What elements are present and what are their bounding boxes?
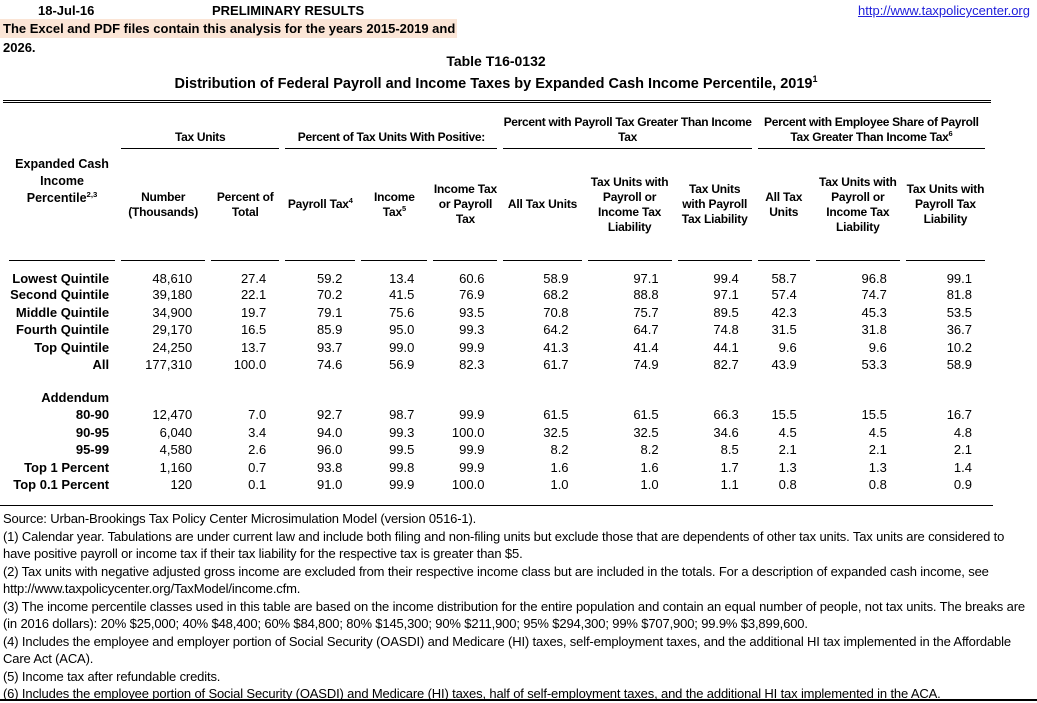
cell-value: 16.5	[240, 322, 267, 338]
cell-value: 19.7	[240, 304, 267, 320]
cell-value: 74.6	[317, 357, 343, 373]
distribution-table	[3, 100, 991, 494]
preliminary-results-label: PRELIMINARY RESULTS	[212, 3, 365, 18]
cell-value: 59.2	[317, 271, 343, 286]
cell-value: 1.0	[640, 477, 659, 493]
column-header-payroll-tax: Payroll Tax$^4$	[285, 149, 355, 261]
cell-value: 93.5	[459, 304, 485, 320]
cell-value: 61.5	[633, 407, 659, 423]
cell-value: 34.6	[713, 424, 739, 440]
cell-value: 93.7	[317, 339, 343, 355]
title-footnote-marker: 1	[812, 74, 818, 85]
cell-value: 6,040	[159, 424, 193, 440]
taxpolicycenter-link[interactable]: http://www.taxpolicycenter.org	[858, 3, 1030, 18]
cell-value: 45.3	[861, 304, 887, 320]
cell-value: 2.6	[248, 442, 267, 458]
cell-value: 82.3	[459, 357, 485, 373]
column-header-number-thousands: Number (Thousands)	[121, 149, 205, 261]
column-header-row	[9, 149, 985, 261]
cell-value: 60.6	[459, 271, 485, 286]
footnote-3: (3) The income percentile classes used in this table are based on the income distribution for the entire population and contain an equal number of people, not tax units. The breaks are (in 2016 dollars): 20% $25,000; 40% $48,400; 60% $84,800; 80% $145,300; 90% $211,900; 95% $294,300; 99% $707,900; 99.9% $3,899,600.	[3, 598, 1025, 631]
cell-value: 99.8	[389, 459, 415, 475]
cell-value: 0.8	[778, 477, 797, 493]
table-row	[9, 441, 985, 459]
cell-value: 99.9	[459, 459, 485, 475]
row-label: Second Quintile	[10, 287, 110, 303]
cell-value: 75.6	[389, 304, 415, 320]
cell-value: 12,470	[152, 407, 193, 423]
column-header-units-payroll-or-income-liability-1: Tax Units with Payroll or Income Tax Liability	[588, 149, 672, 261]
cell-value: 1.6	[640, 459, 659, 475]
cell-value: 0.8	[868, 477, 887, 493]
cell-value: 99.9	[389, 477, 415, 493]
cell-value: 70.8	[543, 304, 569, 320]
cell-value: 99.3	[389, 424, 415, 440]
cell-value: 99.0	[389, 339, 415, 355]
cell-value: 15.5	[771, 407, 797, 423]
cell-value: 27.4	[240, 271, 267, 286]
column-header-all-tax-units-2: All Tax Units	[758, 149, 810, 261]
footnote-2: (2) Tax units with negative adjusted gross income are excluded from their respective income class but are included in the totals. For a description of expanded cash income, see http://www.taxpolicycenter.org/TaxModel/income.cfm.	[3, 563, 989, 596]
cell-value: 31.8	[861, 322, 887, 338]
table-row	[9, 424, 985, 442]
stub-column-header: Expanded Cash Income Percentile$^{2,3}$	[9, 103, 115, 261]
cell-value: 93.8	[317, 459, 343, 475]
cell-value: 99.3	[459, 322, 485, 338]
cell-value: 48,610	[152, 271, 193, 286]
cell-value: 61.7	[543, 357, 569, 373]
row-label: 90-95	[75, 424, 110, 440]
cell-value: 1.3	[778, 459, 797, 475]
column-header-income-or-payroll-tax: Income Tax or Payroll Tax	[433, 149, 497, 261]
cell-value: 22.1	[240, 287, 267, 303]
cell-value: 58.7	[771, 271, 797, 286]
cell-value: 1,160	[159, 459, 193, 475]
cell-value: 9.6	[868, 339, 887, 355]
cell-value: 177,310	[145, 357, 193, 373]
cell-value: 41.4	[633, 339, 659, 355]
group-header-percent-positive: Percent of Tax Units With Positive:	[285, 103, 497, 149]
column-header-units-payroll-liability-2: Tax Units with Payroll Tax Liability	[906, 149, 985, 261]
cell-value: 82.7	[713, 357, 739, 373]
cell-value: 70.2	[317, 287, 343, 303]
cell-value: 13.4	[389, 271, 415, 286]
cell-value: 68.2	[543, 287, 569, 303]
table-title: Distribution of Federal Payroll and Income Taxes by Expanded Cash Income Percentile, 2019$^1$	[174, 74, 818, 92]
cell-value: 2.1	[778, 442, 797, 458]
cell-value: 99.1	[946, 271, 972, 286]
table-row	[9, 304, 985, 322]
table-row	[9, 261, 985, 286]
cell-value: 44.1	[713, 339, 739, 355]
cell-value: 1.4	[953, 459, 972, 475]
table-row	[9, 459, 985, 477]
cell-value: 81.8	[946, 287, 972, 303]
cell-value: 92.7	[317, 407, 343, 423]
spacer-row	[9, 374, 985, 389]
column-header-percent-of-total: Percent of Total	[211, 149, 279, 261]
cell-value: 1.3	[868, 459, 887, 475]
cell-value: 4,580	[159, 442, 193, 458]
cell-value: 120	[170, 477, 193, 493]
table-row	[9, 406, 985, 424]
cell-value: 24,250	[152, 339, 193, 355]
cell-value: 100.0	[451, 424, 485, 440]
footnotes	[3, 510, 1035, 703]
table-row	[9, 321, 985, 339]
column-header-income-tax: Income Tax$^5$	[361, 149, 427, 261]
table-row	[9, 356, 985, 374]
cell-value: 74.9	[633, 357, 659, 373]
cell-value: 9.6	[778, 339, 797, 355]
stub-footnote-marker: 2,3	[86, 189, 98, 199]
cell-value: 1.6	[550, 459, 569, 475]
cell-value: 32.5	[543, 424, 569, 440]
row-label	[9, 374, 115, 389]
group-header-row	[9, 103, 985, 149]
cell-value: 79.1	[317, 304, 343, 320]
footnote-6: (6) Includes the employee portion of Social Security (OASDI) and Medicare (HI) taxes, half of self-employment taxes, and the additional HI tax implemented in the ACA.	[3, 686, 941, 701]
column-header-units-payroll-or-income-liability-2: Tax Units with Payroll or Income Tax Liability	[816, 149, 900, 261]
cell-value: 2.1	[868, 442, 887, 458]
cell-value: 8.2	[640, 442, 659, 458]
cell-value: 89.5	[713, 304, 739, 320]
source-note: Source: Urban-Brookings Tax Policy Center Microsimulation Model (version 0516-1).	[3, 511, 477, 526]
cell-value: 34,900	[152, 304, 193, 320]
cell-value: 88.8	[633, 287, 659, 303]
cell-value: 100.0	[451, 477, 485, 493]
cell-value: 32.5	[633, 424, 659, 440]
cell-value: 16.7	[946, 407, 972, 423]
cell-value: 99.4	[713, 271, 739, 286]
cell-value: 4.8	[953, 424, 972, 440]
cell-value: 61.5	[543, 407, 569, 423]
cell-value: 99.9	[459, 407, 485, 423]
table-number-title: Table T16-0132	[446, 53, 546, 69]
cell-value: 1.1	[720, 477, 739, 493]
row-label: Lowest Quintile	[12, 271, 110, 286]
cell-value: 41.3	[543, 339, 569, 355]
column-header-all-tax-units-1: All Tax Units	[503, 149, 581, 261]
cell-value: 76.9	[459, 287, 485, 303]
table-body	[9, 261, 985, 494]
cell-value: 29,170	[152, 322, 193, 338]
cell-value: 36.7	[946, 322, 972, 338]
cell-value: 99.9	[459, 339, 485, 355]
row-label: All	[92, 357, 110, 373]
cell-value: 100.0	[233, 357, 267, 373]
row-label: Middle Quintile	[15, 304, 110, 320]
cell-value: 99.5	[389, 442, 415, 458]
cell-value: 75.7	[633, 304, 659, 320]
cell-value: 8.2	[550, 442, 569, 458]
cell-value: 96.0	[317, 442, 343, 458]
title-block	[0, 53, 992, 92]
cell-value: 94.0	[317, 424, 343, 440]
cell-value: 3.4	[248, 424, 267, 440]
cell-value: 97.1	[633, 271, 659, 286]
cell-value: 58.9	[543, 271, 569, 286]
cell-value: 95.0	[389, 322, 415, 338]
table-row	[9, 339, 985, 357]
cell-value: 74.8	[713, 322, 739, 338]
cell-value: 41.5	[389, 287, 415, 303]
cell-value: 96.8	[861, 271, 887, 286]
cell-value: 15.5	[861, 407, 887, 423]
cell-value: 8.5	[720, 442, 739, 458]
table-row	[9, 286, 985, 304]
cell-value: 4.5	[868, 424, 887, 440]
page-bottom-rule	[0, 699, 1037, 701]
cell-value: 4.5	[778, 424, 797, 440]
footnote-5: (5) Income tax after refundable credits.	[3, 668, 221, 684]
footnote-1: (1) Calendar year. Tabulations are under current law and include both filing and non-filing units but exclude those that are dependents of other tax units. Tax units are considered to have positive payroll or income tax if their tax liability for the respective tax is greater than $5.	[3, 528, 1005, 561]
group-header-employee-share-greater: Percent with Employee Share of Payroll Tax Greater Than Income Tax$^6$	[758, 103, 985, 149]
files-note-banner: The Excel and PDF files contain this analysis for the years 2015-2019 and 2026.	[0, 19, 457, 38]
cell-value: 39,180	[152, 287, 193, 303]
cell-value: 1.0	[550, 477, 569, 493]
row-label: 80-90	[75, 407, 110, 423]
cell-value: 1.7	[720, 459, 739, 475]
footnote-4: (4) Includes the employee and employer portion of Social Security (OASDI) and Medicare (HI) taxes, self-employment taxes, and the additional HI tax implemented in the Affordable Care Act (ACA).	[3, 633, 1011, 666]
cell-value: 97.1	[713, 287, 739, 303]
cell-value: 58.9	[946, 357, 972, 373]
section-row	[9, 389, 985, 407]
row-label: Addendum	[41, 389, 110, 405]
cell-value: 7.0	[248, 407, 267, 423]
cell-value: 31.5	[771, 322, 797, 338]
table-row	[9, 476, 985, 494]
cell-value: 0.9	[953, 477, 972, 493]
row-label: 95-99	[75, 442, 110, 458]
row-label: Fourth Quintile	[15, 322, 110, 338]
cell-value: 57.4	[771, 287, 797, 303]
cell-value: 99.9	[459, 442, 485, 458]
row-label: Top 1 Percent	[24, 459, 110, 475]
cell-value: 43.9	[771, 357, 797, 373]
cell-value: 2.1	[953, 442, 972, 458]
row-label: Top 0.1 Percent	[13, 477, 110, 493]
cell-value: 91.0	[317, 477, 343, 493]
report-date: 18-Jul-16	[38, 3, 95, 18]
cell-value: 53.5	[946, 304, 972, 320]
cell-value: 64.7	[633, 322, 659, 338]
top-bar	[0, 3, 1037, 19]
cell-value: 74.7	[861, 287, 887, 303]
cell-value: 56.9	[389, 357, 415, 373]
cell-value: 10.2	[946, 339, 972, 355]
cell-value: 64.2	[543, 322, 569, 338]
cell-value: 53.3	[861, 357, 887, 373]
cell-value: 98.7	[389, 407, 415, 423]
cell-value: 0.7	[248, 459, 267, 475]
group-header-payroll-greater: Percent with Payroll Tax Greater Than Income Tax	[503, 103, 751, 149]
cell-value: 0.1	[248, 477, 267, 493]
cell-value: 66.3	[713, 407, 739, 423]
cell-value: 42.3	[771, 304, 797, 320]
cell-value: 85.9	[317, 322, 343, 338]
column-header-units-payroll-liability-1: Tax Units with Payroll Tax Liability	[678, 149, 752, 261]
cell-value: 13.7	[240, 339, 267, 355]
group-header-tax-units: Tax Units	[121, 103, 279, 149]
row-label: Top Quintile	[34, 339, 110, 355]
table-bottom-rule	[0, 505, 993, 506]
